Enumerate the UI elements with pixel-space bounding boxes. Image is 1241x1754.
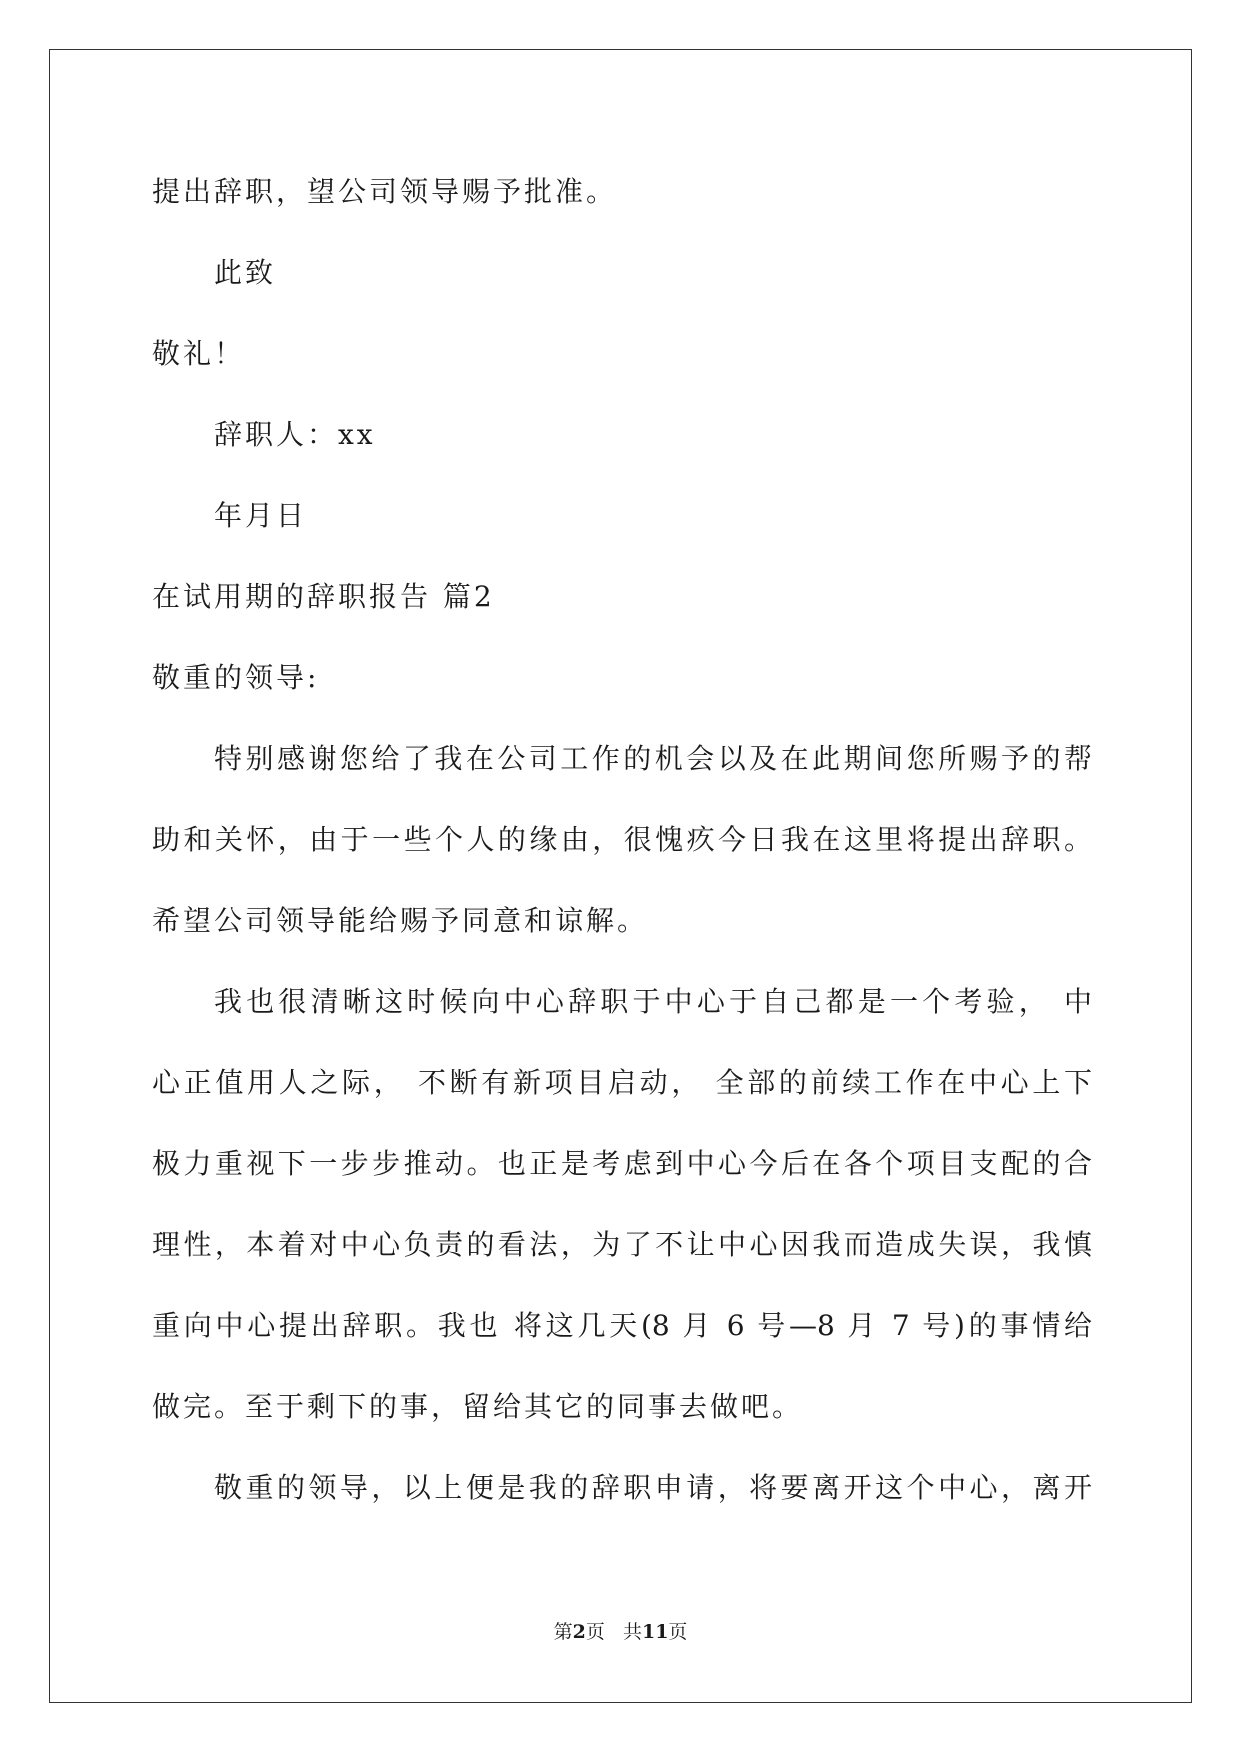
closing-regards: 敬礼！ [152, 337, 246, 370]
paragraph-line: 心正值用人之际， 不断有新项目启动， 全部的前续工作在中心上下 [152, 1066, 1092, 1099]
signature-line: 辞职人：xx [214, 418, 376, 451]
page-border [49, 49, 1192, 1703]
page-footer [0, 1621, 1241, 1643]
paragraph-line: 特别感谢您给了我在公司工作的机会以及在此期间您所赐予的帮 [214, 742, 1092, 775]
date-line: 年月日 [214, 499, 308, 532]
footer-prefix: 第 [553, 1621, 573, 1643]
paragraph-line: 希望公司领导能给赐予同意和谅解。 [152, 904, 649, 937]
current-page-number: 2 [572, 1621, 586, 1643]
total-pages-number: 11 [641, 1621, 669, 1643]
paragraph-line: 敬重的领导，以上便是我的辞职申请，将要离开这个中心，离开 [214, 1471, 1092, 1504]
letter-greeting: 敬重的领导: [152, 661, 320, 694]
paragraph-line: 理性，本着对中心负责的看法，为了不让中心因我而造成失误，我慎 [152, 1228, 1092, 1261]
paragraph-line: 助和关怀，由于一些个人的缘由，很愧疚今日我在这里将提出辞职。 [152, 823, 1092, 856]
paragraph-line: 极力重视下一步步推动。也正是考虑到中心今后在各个项目支配的合 [152, 1147, 1092, 1180]
footer-total-prefix: 共 [622, 1621, 642, 1643]
closing-salutation: 此致 [214, 256, 277, 289]
paragraph-line: 我也很清晰这时候向中心辞职于中心于自己都是一个考验， 中 [214, 985, 1092, 1018]
footer-page-suffix: 页 [585, 1621, 605, 1643]
body-line: 提出辞职，望公司领导赐予批准。 [152, 175, 618, 208]
section-heading: 在试用期的辞职报告 篇2 [152, 580, 495, 613]
paragraph-line: 重向中心提出辞职。我也 将这几天(8 月 6 号—8 月 7 号)的事情给 [152, 1309, 1092, 1342]
paragraph-line: 做完。至于剩下的事，留给其它的同事去做吧。 [152, 1390, 804, 1423]
footer-total-suffix: 页 [668, 1621, 688, 1643]
